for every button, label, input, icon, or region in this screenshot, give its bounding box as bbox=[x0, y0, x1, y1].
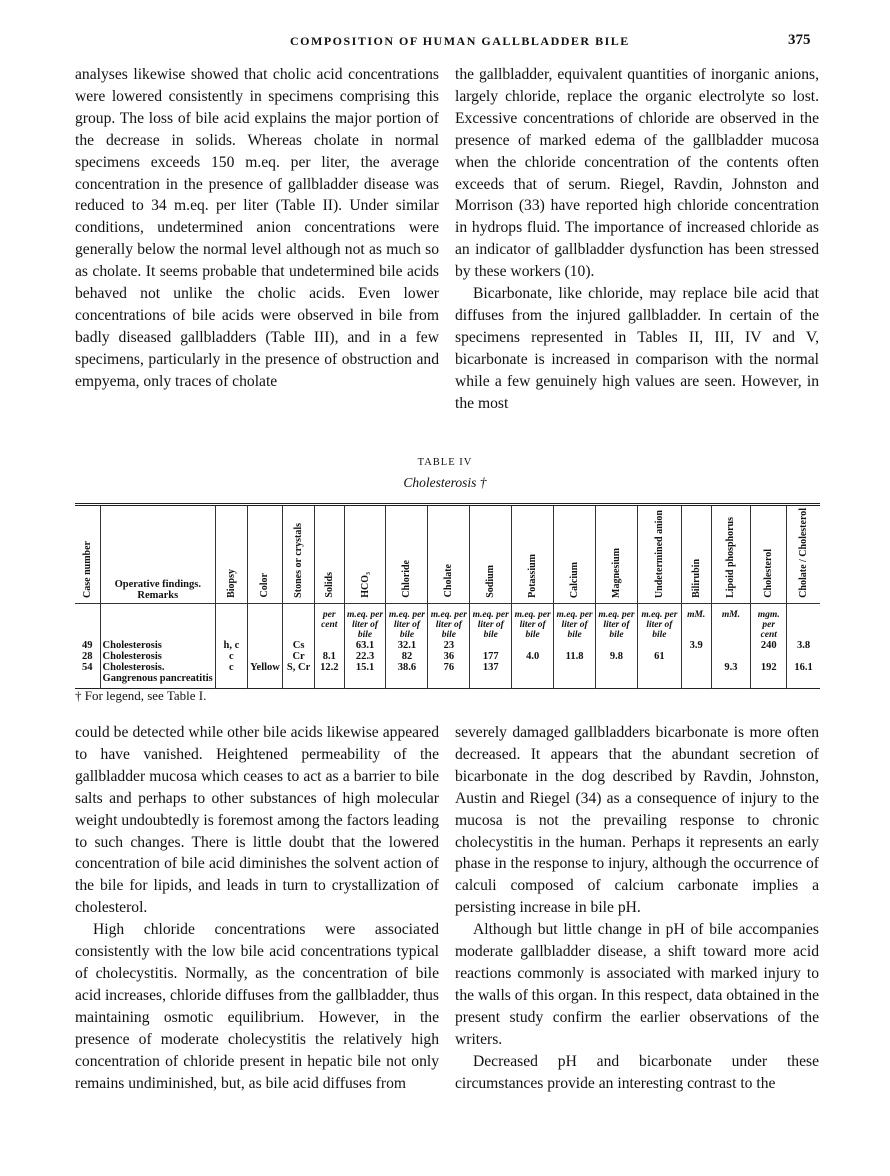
table-cell: 23 bbox=[428, 640, 470, 651]
unit-cell: m.eq. per liter of bile bbox=[428, 603, 470, 640]
table-cell: Cholesterosis bbox=[100, 651, 216, 662]
paragraph: Decreased pH and bicarbonate under these circumstances provide an interesting contrast to the bbox=[455, 1052, 819, 1092]
unit-cell: per cent bbox=[314, 603, 344, 640]
table-cell: Cs bbox=[283, 640, 315, 651]
column-header bbox=[751, 505, 787, 604]
table-cell bbox=[554, 640, 596, 651]
paragraph: analyses likewise showed that cholic acid concentrations were lowered consistently in specimens comprising this group. The loss of bile acid explains the major portion of the decrease in solids. Whereas cholate in normal specimens exceeds 150 m.eq. per liter, the average concentration in the presence of gallbladder disease was reduced to 34 m.eq. per liter (Table II). Under similar conditions, undetermined anion concentrations were generally below the normal level although not as much so as cholate. It seems probable that undetermined bile acids behaved not unlike the cholic acids. Even lower concentrations of bile acids were observed in bile from badly diseased gallbladders (Table III), and in a few specimens, particularly in the presence of obstruction and empyema, only traces of cholate bbox=[75, 66, 439, 390]
table-cell: 9.3 bbox=[711, 662, 751, 689]
unit-cell: m.eq. per liter of bile bbox=[470, 603, 512, 640]
table-cell: 76 bbox=[428, 662, 470, 689]
table-label: TABLE IV bbox=[417, 457, 473, 468]
table-cell: 15.1 bbox=[344, 662, 386, 689]
table-cell: Cr bbox=[283, 651, 315, 662]
table-cell bbox=[512, 662, 554, 689]
unit-cell: m.eq. per liter of bile bbox=[554, 603, 596, 640]
unit-cell bbox=[100, 603, 216, 640]
table-cell: c bbox=[216, 662, 248, 689]
column-header bbox=[637, 505, 681, 604]
unit-cell bbox=[75, 603, 100, 640]
column-header-label: Magnesium bbox=[610, 547, 622, 598]
table-cell: 177 bbox=[470, 651, 512, 662]
table-cell bbox=[512, 640, 554, 651]
column-header-label: Cholate bbox=[443, 564, 455, 598]
unit-cell: m.eq. per liter of bile bbox=[637, 603, 681, 640]
table-cell: 63.1 bbox=[344, 640, 386, 651]
column-header bbox=[100, 505, 216, 604]
unit-cell: m.eq. per liter of bile bbox=[386, 603, 428, 640]
unit-cell: m.eq. per liter of bile bbox=[512, 603, 554, 640]
column-header bbox=[75, 505, 100, 604]
table-cell: 3.8 bbox=[787, 640, 820, 651]
unit-cell bbox=[787, 603, 820, 640]
table-cell: 137 bbox=[470, 662, 512, 689]
column-header-label: Stones or crystals bbox=[293, 523, 305, 598]
paragraph: Although but little change in pH of bile accompanies moderate gallbladder disease, a shift toward more acid reactions commonly is associated with marked injury to the walls of this organ. In this respect, data obtained in the present study confirm the earlier observations of the writers. bbox=[455, 921, 819, 1048]
table-footnote: † For legend, see Table I. bbox=[75, 688, 207, 703]
table-cell: 28 bbox=[82, 650, 93, 662]
column-header bbox=[247, 505, 283, 604]
unit-cell bbox=[247, 603, 283, 640]
bottom-left-column bbox=[75, 722, 439, 1094]
column-header-label: Lipoid phosphorus bbox=[725, 516, 737, 598]
unit-cell bbox=[216, 603, 248, 640]
table-row bbox=[75, 662, 820, 689]
column-header-label: Chloride bbox=[401, 560, 413, 598]
column-header-label: Case number bbox=[81, 540, 93, 598]
top-right-column bbox=[455, 64, 819, 415]
units-row bbox=[75, 603, 820, 640]
top-left-column bbox=[75, 64, 439, 393]
table-cell: 192 bbox=[751, 662, 787, 689]
table-cell: 22.3 bbox=[344, 651, 386, 662]
column-header bbox=[314, 505, 344, 604]
table-cell: 16.1 bbox=[787, 662, 820, 689]
table-cell bbox=[314, 640, 344, 651]
table-cell: 54 bbox=[82, 661, 93, 673]
paragraph: could be detected while other bile acids likewise appeared to have vanished. Heightened permeability of the gallbladder mucosa which ceases to act as a barrier to bile salts and perhaps to other substances of high molecular weight undoubtedly is foremost among the factors leading to such changes. There is little doubt that the lowered concentration of bile acid diminishes the solvent action of the bile for lipids, and leads in turn to crystallization of cholesterol. bbox=[75, 724, 439, 917]
table-cell: 8.1 bbox=[314, 651, 344, 662]
table-cell: 4.0 bbox=[512, 651, 554, 662]
table-cell: c bbox=[216, 651, 248, 662]
column-header-label: Undetermined anion bbox=[653, 509, 665, 598]
unit-cell: m.eq. per liter of bile bbox=[596, 603, 638, 640]
table-cell bbox=[681, 651, 711, 662]
table-cell: 82 bbox=[386, 651, 428, 662]
table-cell: 3.9 bbox=[681, 640, 711, 651]
column-header-label: Operative findings. Remarks bbox=[114, 578, 201, 601]
table-row bbox=[75, 651, 820, 662]
column-header-label: Bilirubin bbox=[690, 558, 702, 598]
column-header bbox=[512, 505, 554, 604]
paragraph: High chloride concentrations were associated consistently with the low bile acid concentrations typical of cholecystitis. Normally, as the concentration of bile acid increases, chloride diffuses from the gallbladder, thus maintaining osmotic equilibrium. However, in the presence of moderate cholecystitis the relatively high concentration of chloride present in hepatic bile not only remains undiminished, but, as bile acid diffuses from bbox=[75, 921, 439, 1092]
table-cell bbox=[681, 662, 711, 689]
unit-cell: mM. bbox=[711, 603, 751, 640]
paragraph: Bicarbonate, like chloride, may replace bile acid that diffuses from the injured gallbladder. In certain of the specimens represented in Tables II, III, IV and V, bicarbonate is increased in comparison with the normal while a few genuinely high values are seen. However, in the most bbox=[455, 285, 819, 412]
bottom-right-column bbox=[455, 722, 819, 1094]
unit-cell: mM. bbox=[681, 603, 711, 640]
column-header-label: HCO₃ bbox=[359, 572, 371, 598]
unit-cell: mgm. per cent bbox=[751, 603, 787, 640]
table-cell bbox=[470, 640, 512, 651]
table-cell bbox=[596, 662, 638, 689]
column-header bbox=[554, 505, 596, 604]
table-cell: 11.8 bbox=[554, 651, 596, 662]
table-cell: h, c bbox=[216, 640, 248, 651]
table-cell: Cholesterosis bbox=[100, 640, 216, 651]
table-cell: Yellow bbox=[247, 662, 283, 689]
column-header bbox=[787, 505, 820, 604]
table-cell: Cholesterosis. Gangrenous pancreatitis bbox=[100, 662, 216, 689]
table-cell bbox=[637, 640, 681, 651]
column-header bbox=[428, 505, 470, 604]
table-cell: 61 bbox=[637, 651, 681, 662]
table-cell bbox=[787, 651, 820, 662]
table-row bbox=[75, 640, 820, 651]
column-header bbox=[283, 505, 315, 604]
table-cell: 32.1 bbox=[386, 640, 428, 651]
column-header-label: Biopsy bbox=[225, 568, 237, 598]
column-header bbox=[711, 505, 751, 604]
table-cell bbox=[711, 640, 751, 651]
column-header bbox=[386, 505, 428, 604]
running-title: COMPOSITION OF HUMAN GALLBLADDER BILE bbox=[290, 34, 630, 48]
table-cell: 12.2 bbox=[314, 662, 344, 689]
table-cell bbox=[247, 651, 283, 662]
column-header-label: Calcium bbox=[569, 561, 581, 598]
column-header-label: Cholesterol bbox=[763, 549, 775, 598]
unit-cell: m.eq. per liter of bile bbox=[344, 603, 386, 640]
column-header bbox=[470, 505, 512, 604]
table-cell: 36 bbox=[428, 651, 470, 662]
table-cell bbox=[751, 651, 787, 662]
paragraph: the gallbladder, equivalent quantities of inorganic anions, largely chloride, replace the organic electrolyte so lost. Excessive concentrations of chloride are observed in the presence of marked edema of the gallbladder mucosa when the chloride concentration of the contents often exceeds that of serum. Riegel, Ravdin, Johnston and Morrison (33) have reported high chloride concentration in hydrops fluid. The importance of increased chloride as an indicator of gallbladder dysfunction has been stressed by these workers (10). bbox=[455, 66, 819, 281]
table-cell bbox=[711, 651, 751, 662]
table-cell bbox=[247, 640, 283, 651]
page-number: 375 bbox=[788, 32, 811, 48]
column-header-label: Color bbox=[259, 573, 271, 598]
data-table bbox=[75, 503, 820, 689]
table-cell: 240 bbox=[751, 640, 787, 651]
column-header bbox=[681, 505, 711, 604]
column-header-label: Cholate / Cholesterol bbox=[798, 508, 810, 598]
column-header-label: Potassium bbox=[527, 553, 539, 598]
table-cell bbox=[637, 662, 681, 689]
table-cell: 38.6 bbox=[386, 662, 428, 689]
running-header bbox=[0, 34, 890, 54]
unit-cell bbox=[283, 603, 315, 640]
column-header-label: Solids bbox=[323, 572, 335, 598]
table-cell: 49 bbox=[82, 639, 93, 651]
column-header bbox=[216, 505, 248, 604]
table-cell bbox=[596, 640, 638, 651]
column-header-label: Sodium bbox=[485, 565, 497, 598]
column-header bbox=[344, 505, 386, 604]
table-title: Cholesterosis † bbox=[403, 475, 487, 490]
table-cell bbox=[554, 662, 596, 689]
table-cell: S, Cr bbox=[283, 662, 315, 689]
paragraph: severely damaged gallbladders bicarbonate is more often decreased. It appears that the abundant secretion of bicarbonate in the dog described by Ravdin, Johnston, Austin and Riegel (34) as a consequence of injury to the mucosa is not the prevailing response to chronic cholecystitis in the human. Perhaps it represents an early phase in the response to injury, although the occurrence of calculi composed of calcium carbonate implies a persisting increase in bile pH. bbox=[455, 724, 819, 917]
table-cell: 9.8 bbox=[596, 651, 638, 662]
column-header bbox=[596, 505, 638, 604]
